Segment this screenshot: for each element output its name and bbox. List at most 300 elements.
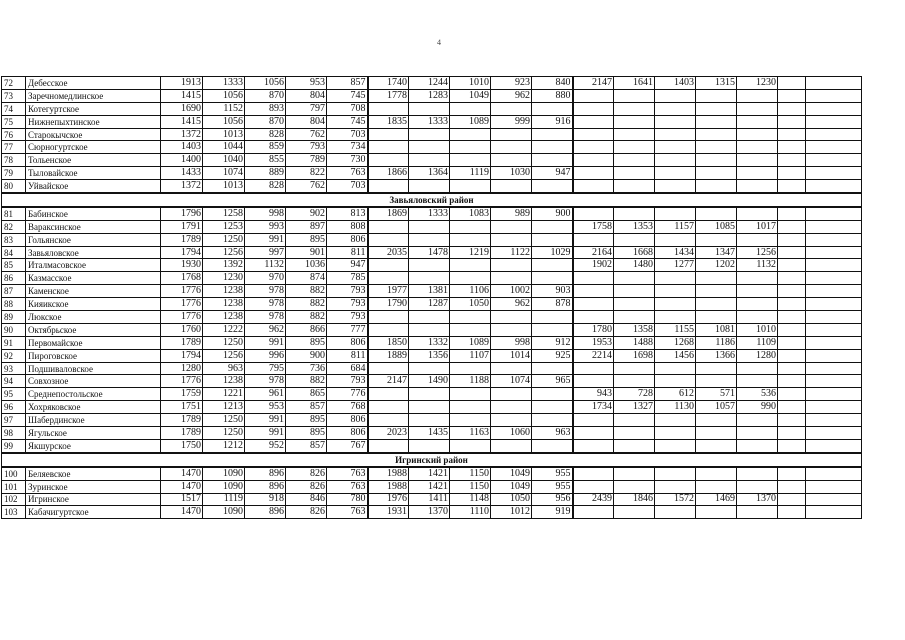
empty-cell — [806, 259, 862, 272]
value-cell: 998 — [491, 336, 532, 349]
value-cell: 536 — [737, 388, 778, 401]
value-cell — [737, 167, 778, 180]
value-cell — [368, 180, 409, 193]
table-row — [2, 220, 862, 233]
value-cell — [409, 272, 450, 285]
value-cell — [573, 506, 614, 519]
value-cell: 1085 — [696, 220, 737, 233]
value-cell: 1250 — [203, 427, 245, 440]
value-cell: 978 — [245, 298, 286, 311]
value-cell: 612 — [655, 388, 696, 401]
value-cell: 1090 — [203, 480, 245, 493]
settlement-name: Тольенское — [26, 154, 161, 167]
row-number: 98 — [2, 427, 26, 440]
value-cell: 895 — [286, 414, 327, 427]
value-cell — [450, 272, 491, 285]
value-cell: 846 — [286, 493, 327, 506]
value-cell: 978 — [245, 311, 286, 324]
value-cell: 1010 — [450, 77, 491, 90]
value-cell: 1029 — [532, 246, 573, 259]
value-cell: 1268 — [655, 336, 696, 349]
value-cell: 730 — [327, 154, 368, 167]
value-cell — [614, 480, 655, 493]
value-cell: 1057 — [696, 401, 737, 414]
row-number: 91 — [2, 336, 26, 349]
settlement-name: Среднепостольское — [26, 388, 161, 401]
value-cell — [409, 388, 450, 401]
value-cell — [696, 233, 737, 246]
value-cell — [368, 311, 409, 324]
value-cell — [737, 439, 778, 452]
value-cell: 1013 — [203, 180, 245, 193]
value-cell — [450, 220, 491, 233]
value-cell — [409, 233, 450, 246]
table-row — [2, 323, 862, 336]
value-cell: 703 — [327, 128, 368, 141]
value-cell — [409, 362, 450, 375]
value-cell — [368, 220, 409, 233]
value-cell — [696, 298, 737, 311]
value-cell: 789 — [286, 154, 327, 167]
empty-cell — [806, 233, 862, 246]
value-cell — [696, 207, 737, 220]
row-number: 89 — [2, 311, 26, 324]
value-cell: 776 — [327, 388, 368, 401]
value-cell: 1056 — [203, 89, 245, 102]
value-cell: 1794 — [161, 246, 203, 259]
value-cell — [532, 128, 573, 141]
value-cell: 998 — [245, 207, 286, 220]
value-cell: 1846 — [614, 493, 655, 506]
value-cell — [491, 323, 532, 336]
value-cell — [532, 272, 573, 285]
value-cell: 1403 — [655, 77, 696, 90]
value-cell: 1778 — [368, 89, 409, 102]
value-cell: 1794 — [161, 349, 203, 362]
value-cell — [491, 259, 532, 272]
value-cell — [573, 362, 614, 375]
value-cell: 1353 — [614, 220, 655, 233]
value-cell: 2164 — [573, 246, 614, 259]
table-row — [2, 102, 862, 115]
value-cell — [450, 439, 491, 452]
value-cell — [696, 467, 737, 480]
empty-cell — [806, 115, 862, 128]
empty-cell — [778, 128, 806, 141]
value-cell: 882 — [286, 375, 327, 388]
value-cell: 1421 — [409, 480, 450, 493]
value-cell — [696, 414, 737, 427]
value-cell: 1212 — [203, 439, 245, 452]
value-cell: 1186 — [696, 336, 737, 349]
value-cell — [655, 375, 696, 388]
value-cell: 893 — [245, 102, 286, 115]
value-cell — [737, 298, 778, 311]
empty-cell — [778, 414, 806, 427]
value-cell: 874 — [286, 272, 327, 285]
value-cell: 1415 — [161, 115, 203, 128]
value-cell: 1148 — [450, 493, 491, 506]
value-cell: 947 — [532, 167, 573, 180]
value-cell — [614, 362, 655, 375]
value-cell — [614, 180, 655, 193]
value-cell: 962 — [245, 323, 286, 336]
empty-cell — [806, 207, 862, 220]
value-cell: 962 — [491, 298, 532, 311]
row-number: 81 — [2, 207, 26, 220]
value-cell: 999 — [491, 115, 532, 128]
value-cell: 1119 — [203, 493, 245, 506]
value-cell: 952 — [245, 439, 286, 452]
table-row — [2, 493, 862, 506]
section-title: Игринский район — [2, 453, 862, 467]
value-cell — [614, 167, 655, 180]
value-cell: 1372 — [161, 180, 203, 193]
empty-cell — [806, 401, 862, 414]
value-cell — [696, 311, 737, 324]
value-cell: 1074 — [203, 167, 245, 180]
value-cell: 1913 — [161, 77, 203, 90]
value-cell: 1060 — [491, 427, 532, 440]
value-cell: 1434 — [655, 246, 696, 259]
empty-cell — [806, 298, 862, 311]
value-cell: 996 — [245, 349, 286, 362]
value-cell — [737, 128, 778, 141]
value-cell — [573, 180, 614, 193]
value-cell: 1435 — [409, 427, 450, 440]
value-cell — [573, 439, 614, 452]
value-cell: 895 — [286, 336, 327, 349]
value-cell — [450, 128, 491, 141]
value-cell: 1835 — [368, 115, 409, 128]
value-cell: 900 — [532, 207, 573, 220]
value-cell: 1758 — [573, 220, 614, 233]
row-number: 73 — [2, 89, 26, 102]
row-number: 95 — [2, 388, 26, 401]
empty-cell — [806, 414, 862, 427]
value-cell — [532, 259, 573, 272]
value-cell: 793 — [327, 298, 368, 311]
value-cell — [614, 467, 655, 480]
value-cell: 1277 — [655, 259, 696, 272]
value-cell — [614, 298, 655, 311]
value-cell: 1400 — [161, 154, 203, 167]
value-cell: 1213 — [203, 401, 245, 414]
value-cell: 1014 — [491, 349, 532, 362]
value-cell: 768 — [327, 401, 368, 414]
value-cell — [573, 102, 614, 115]
value-cell — [532, 102, 573, 115]
row-number: 72 — [2, 77, 26, 90]
value-cell: 1152 — [203, 102, 245, 115]
settlements-table — [1, 76, 862, 519]
value-cell: 806 — [327, 427, 368, 440]
value-cell: 1036 — [286, 259, 327, 272]
value-cell: 1049 — [491, 467, 532, 480]
settlement-name: Подшиваловское — [26, 362, 161, 375]
empty-cell — [806, 427, 862, 440]
value-cell: 1056 — [245, 77, 286, 90]
value-cell — [696, 154, 737, 167]
value-cell — [368, 401, 409, 414]
value-cell — [614, 414, 655, 427]
table-row — [2, 233, 862, 246]
table-row — [2, 439, 862, 452]
empty-cell — [806, 141, 862, 154]
value-cell — [737, 272, 778, 285]
value-cell: 1931 — [368, 506, 409, 519]
empty-cell — [806, 336, 862, 349]
empty-cell — [806, 506, 862, 519]
value-cell — [368, 102, 409, 115]
settlement-name: Завьяловское — [26, 246, 161, 259]
value-cell: 882 — [286, 285, 327, 298]
value-cell — [532, 414, 573, 427]
empty-cell — [778, 246, 806, 259]
value-cell — [573, 141, 614, 154]
value-cell: 1850 — [368, 336, 409, 349]
value-cell — [614, 506, 655, 519]
value-cell — [368, 259, 409, 272]
empty-cell — [806, 285, 862, 298]
empty-cell — [778, 233, 806, 246]
value-cell — [696, 362, 737, 375]
value-cell: 1050 — [450, 298, 491, 311]
settlement-name: Казмасское — [26, 272, 161, 285]
empty-cell — [778, 349, 806, 362]
value-cell — [737, 102, 778, 115]
value-cell — [491, 233, 532, 246]
value-cell — [655, 180, 696, 193]
value-cell: 943 — [573, 388, 614, 401]
value-cell: 919 — [532, 506, 573, 519]
value-cell: 1370 — [737, 493, 778, 506]
row-number: 76 — [2, 128, 26, 141]
value-cell: 1780 — [573, 323, 614, 336]
value-cell: 804 — [286, 115, 327, 128]
value-cell: 1107 — [450, 349, 491, 362]
value-cell: 1287 — [409, 298, 450, 311]
empty-cell — [778, 259, 806, 272]
value-cell: 2035 — [368, 246, 409, 259]
empty-cell — [778, 141, 806, 154]
table-row — [2, 272, 862, 285]
value-cell: 1776 — [161, 285, 203, 298]
settlement-name: Пироговское — [26, 349, 161, 362]
value-cell: 1977 — [368, 285, 409, 298]
value-cell: 1776 — [161, 298, 203, 311]
value-cell: 1163 — [450, 427, 491, 440]
table-row — [2, 246, 862, 259]
value-cell — [655, 362, 696, 375]
value-cell: 870 — [245, 89, 286, 102]
value-cell — [368, 323, 409, 336]
value-cell: 826 — [286, 467, 327, 480]
value-cell: 857 — [327, 77, 368, 90]
empty-cell — [778, 207, 806, 220]
value-cell — [655, 115, 696, 128]
row-number: 82 — [2, 220, 26, 233]
settlement-name: Тыловайское — [26, 167, 161, 180]
row-number: 90 — [2, 323, 26, 336]
value-cell — [573, 272, 614, 285]
value-cell: 1517 — [161, 493, 203, 506]
value-cell: 1253 — [203, 220, 245, 233]
table-row — [2, 207, 862, 220]
value-cell: 822 — [286, 167, 327, 180]
row-number: 74 — [2, 102, 26, 115]
empty-cell — [806, 311, 862, 324]
value-cell: 896 — [245, 506, 286, 519]
value-cell: 826 — [286, 506, 327, 519]
settlement-name: Котегуртское — [26, 102, 161, 115]
empty-cell — [778, 115, 806, 128]
value-cell — [737, 480, 778, 493]
value-cell: 865 — [286, 388, 327, 401]
value-cell: 813 — [327, 207, 368, 220]
value-cell: 777 — [327, 323, 368, 336]
value-cell: 1364 — [409, 167, 450, 180]
value-cell — [450, 311, 491, 324]
value-cell — [368, 414, 409, 427]
empty-cell — [778, 362, 806, 375]
value-cell: 895 — [286, 233, 327, 246]
settlement-name: Хохряковское — [26, 401, 161, 414]
value-cell — [491, 388, 532, 401]
value-cell — [573, 154, 614, 167]
settlement-name: Кабачигуртское — [26, 506, 161, 519]
value-cell — [737, 414, 778, 427]
empty-cell — [778, 480, 806, 493]
value-cell — [573, 311, 614, 324]
value-cell — [532, 141, 573, 154]
value-cell: 1333 — [203, 77, 245, 90]
value-cell: 1258 — [203, 207, 245, 220]
value-cell: 1976 — [368, 493, 409, 506]
value-cell — [409, 439, 450, 452]
value-cell: 1469 — [696, 493, 737, 506]
value-cell: 703 — [327, 180, 368, 193]
settlement-name: Первомайское — [26, 336, 161, 349]
value-cell: 1698 — [614, 349, 655, 362]
value-cell — [573, 427, 614, 440]
value-cell — [737, 467, 778, 480]
section-header-row — [2, 453, 862, 467]
value-cell: 1083 — [450, 207, 491, 220]
empty-cell — [778, 401, 806, 414]
value-cell: 806 — [327, 336, 368, 349]
value-cell — [409, 154, 450, 167]
value-cell: 1411 — [409, 493, 450, 506]
value-cell: 1333 — [409, 207, 450, 220]
settlement-name: Дебесское — [26, 77, 161, 90]
value-cell: 1219 — [450, 246, 491, 259]
settlement-name: Совхозное — [26, 375, 161, 388]
value-cell: 923 — [491, 77, 532, 90]
value-cell: 762 — [286, 128, 327, 141]
value-cell — [450, 180, 491, 193]
table-row — [2, 401, 862, 414]
table-row — [2, 141, 862, 154]
value-cell — [655, 128, 696, 141]
settlement-name: Якшурское — [26, 439, 161, 452]
value-cell: 1988 — [368, 480, 409, 493]
empty-cell — [778, 439, 806, 452]
value-cell — [450, 233, 491, 246]
value-cell — [573, 207, 614, 220]
empty-cell — [778, 336, 806, 349]
value-cell — [696, 180, 737, 193]
value-cell: 797 — [286, 102, 327, 115]
row-number: 92 — [2, 349, 26, 362]
table-row — [2, 388, 862, 401]
value-cell: 1122 — [491, 246, 532, 259]
value-cell: 925 — [532, 349, 573, 362]
value-cell: 1238 — [203, 375, 245, 388]
table-row — [2, 128, 862, 141]
value-cell — [573, 375, 614, 388]
value-cell: 1366 — [696, 349, 737, 362]
value-cell: 1930 — [161, 259, 203, 272]
value-cell: 1403 — [161, 141, 203, 154]
row-number: 84 — [2, 246, 26, 259]
value-cell — [409, 259, 450, 272]
settlement-name: Кияикское — [26, 298, 161, 311]
value-cell: 1333 — [409, 115, 450, 128]
value-cell — [409, 323, 450, 336]
table-row — [2, 180, 862, 193]
value-cell: 745 — [327, 89, 368, 102]
value-cell: 1050 — [491, 493, 532, 506]
value-cell — [655, 102, 696, 115]
value-cell: 1751 — [161, 401, 203, 414]
value-cell: 1280 — [737, 349, 778, 362]
value-cell: 965 — [532, 375, 573, 388]
value-cell — [614, 89, 655, 102]
value-cell: 1356 — [409, 349, 450, 362]
value-cell — [573, 89, 614, 102]
value-cell: 1433 — [161, 167, 203, 180]
value-cell: 882 — [286, 298, 327, 311]
value-cell: 1013 — [203, 128, 245, 141]
value-cell — [532, 401, 573, 414]
value-cell — [737, 180, 778, 193]
value-cell — [450, 141, 491, 154]
value-cell: 2023 — [368, 427, 409, 440]
empty-cell — [806, 102, 862, 115]
value-cell — [614, 439, 655, 452]
page-number: 4 — [437, 38, 441, 47]
value-cell: 1244 — [409, 77, 450, 90]
value-cell — [614, 285, 655, 298]
settlement-name: Ягульское — [26, 427, 161, 440]
value-cell — [737, 375, 778, 388]
value-cell: 2214 — [573, 349, 614, 362]
empty-cell — [778, 272, 806, 285]
value-cell: 795 — [245, 362, 286, 375]
value-cell — [737, 154, 778, 167]
value-cell — [368, 128, 409, 141]
value-cell: 897 — [286, 220, 327, 233]
table-body — [2, 77, 862, 519]
value-cell — [491, 128, 532, 141]
value-cell — [491, 414, 532, 427]
value-cell: 962 — [491, 89, 532, 102]
value-cell — [573, 480, 614, 493]
value-cell: 811 — [327, 246, 368, 259]
value-cell: 870 — [245, 115, 286, 128]
value-cell — [655, 167, 696, 180]
